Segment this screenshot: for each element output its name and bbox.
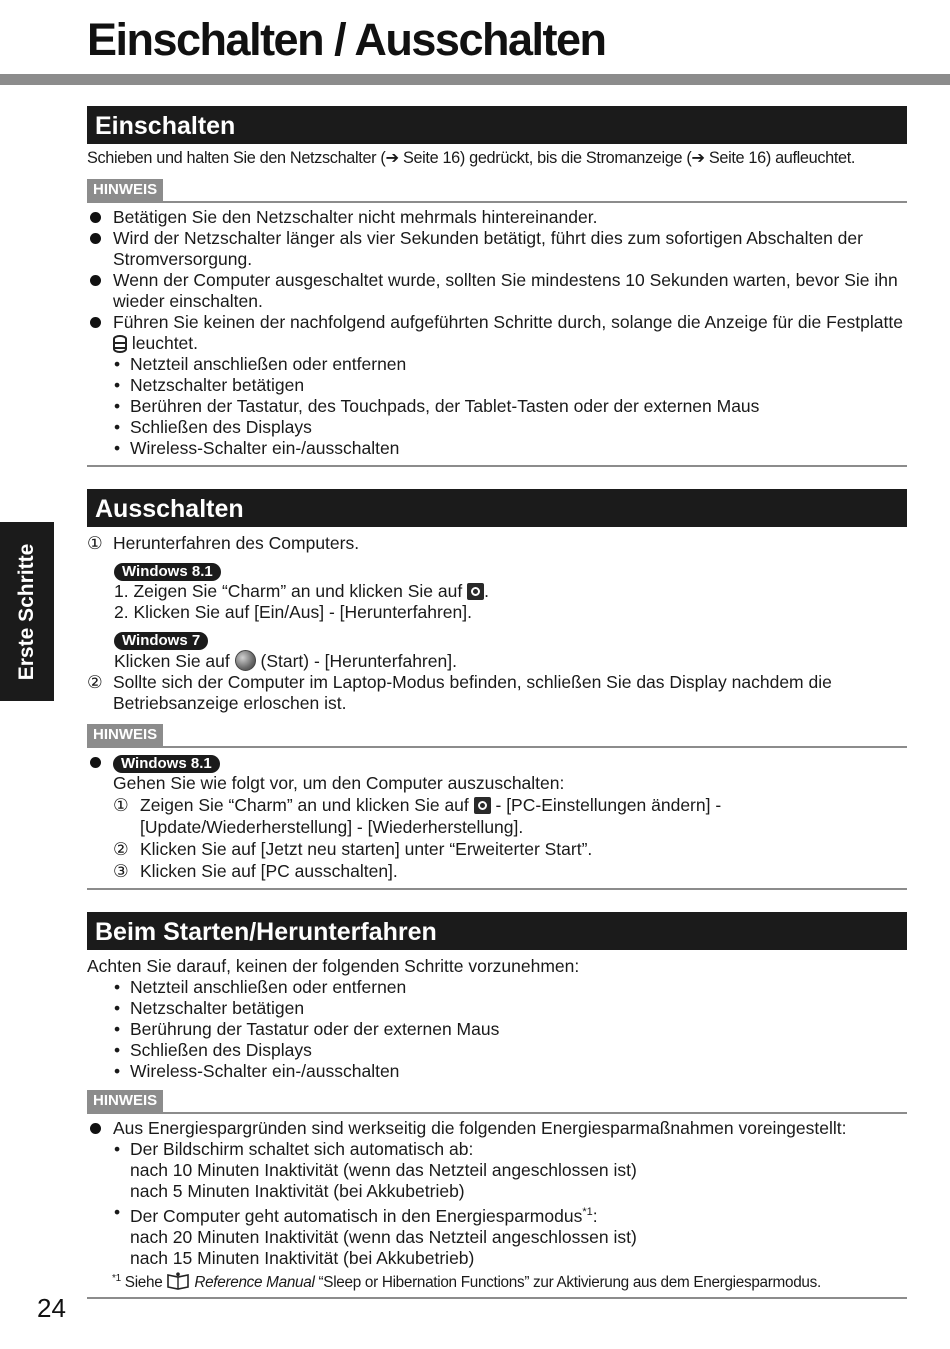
energy-settings-list bbox=[87, 1139, 907, 1269]
win81-step-2: 2. Klicken Sie auf [Ein/Aus] - [Herunterfahren]. bbox=[114, 602, 472, 622]
windows-8-1-badge: Windows 8.1 bbox=[114, 563, 221, 581]
list-item: • Wireless-Schalter ein-/ausschalten bbox=[114, 1061, 907, 1082]
step-number: ② bbox=[113, 839, 129, 859]
list-item: • Netzteil anschließen oder entfernen bbox=[114, 977, 907, 998]
section-heading-beim-starten: Beim Starten/Herunterfahren bbox=[87, 912, 907, 950]
step-number: ② bbox=[87, 672, 103, 692]
windows-start-orb-icon bbox=[235, 650, 256, 671]
step-number: ① bbox=[113, 795, 129, 815]
page-number: 24 bbox=[37, 1293, 66, 1323]
hinweis-header bbox=[87, 179, 907, 203]
page-title: Einschalten / Ausschalten bbox=[87, 14, 606, 65]
hard-disk-icon bbox=[113, 335, 127, 353]
settings-charm-icon bbox=[467, 583, 484, 600]
list-item: • Netzschalter betätigen bbox=[114, 375, 907, 396]
step-number: ① bbox=[87, 533, 103, 553]
hinweis-end-rule bbox=[87, 465, 907, 467]
hinweis-end-rule bbox=[87, 888, 907, 890]
section-heading-ausschalten: Ausschalten bbox=[87, 489, 907, 527]
list-item bbox=[114, 1139, 907, 1202]
list-item: • Schließen des Displays bbox=[114, 417, 907, 438]
hinweis-item: Wenn der Computer ausgeschaltet wurde, sollten Sie mindestens 10 Sekunden warten, bevor Sie ihn wieder einschalten. bbox=[87, 270, 907, 312]
list-item: • Netzschalter betätigen bbox=[114, 998, 907, 1019]
hinweis-text: Führen Sie keinen der nachfolgend aufgeführten Schritte durch, solange die Anzeige für die Festplatte bbox=[113, 312, 903, 332]
list-item: • Berühren der Tastatur, des Touchpads, der Tablet-Tasten oder der externen Maus bbox=[114, 396, 907, 417]
step-text: Klicken Sie auf [PC ausschalten]. bbox=[140, 861, 398, 881]
step-text: (Start) - [Herunterfahren]. bbox=[255, 651, 457, 671]
footnote-text: “Sleep or Hibernation Functions” zur Aktivierung aus dem Energiesparmodus. bbox=[314, 1273, 821, 1291]
list-item: • Berührung der Tastatur oder der externen Maus bbox=[114, 1019, 907, 1040]
step-text: . bbox=[484, 581, 489, 601]
section-heading-einschalten: Einschalten bbox=[87, 106, 907, 144]
einschalten-intro bbox=[87, 148, 907, 169]
list-item-text: Der Bildschirm schaltet sich automatisch ab: bbox=[130, 1139, 474, 1159]
hinweis-step-3 bbox=[113, 860, 907, 882]
hinweis-label: HINWEIS bbox=[87, 179, 163, 201]
list-item-text: : bbox=[592, 1205, 598, 1226]
hinweis-item: Wird der Netzschalter länger als vier Sekunden betätigt, führt dies zum sofortigen Abschalten der Stromversorgung. bbox=[87, 228, 907, 270]
step-text: 1. Zeigen Sie “Charm” an und klicken Sie auf bbox=[114, 581, 468, 601]
hinweis-intro: Gehen Sie wie folgt vor, um den Computer auszuschalten: bbox=[113, 773, 565, 793]
intro-text-c: Seite 16) aufleuchtet. bbox=[704, 149, 856, 167]
footnote-manual-title: Reference Manual bbox=[194, 1273, 315, 1291]
hinweis-item bbox=[87, 752, 907, 773]
step-text: Zeigen Sie “Charm” an und klicken Sie auf bbox=[140, 795, 474, 815]
footnote-ref: *1 bbox=[582, 1206, 593, 1218]
step-text: Klicken Sie auf [Jetzt neu starten] unter “Erweiterter Start”. bbox=[140, 839, 593, 859]
list-item bbox=[114, 1202, 907, 1269]
list-item-line: nach 5 Minuten Inaktivität (bei Akkubetrieb) bbox=[130, 1181, 465, 1201]
reference-manual-icon bbox=[166, 1272, 190, 1290]
page-content bbox=[87, 106, 907, 1299]
list-item-line: nach 15 Minuten Inaktivität (bei Akkubetrieb) bbox=[130, 1247, 475, 1268]
win7-step bbox=[87, 650, 907, 672]
arrow-right-icon: ➔ bbox=[691, 149, 705, 167]
title-rule bbox=[0, 74, 950, 85]
step-text: - [PC-Einstellungen ändern] - [Update/Wiederherstellung] - [Wiederherstellung]. bbox=[140, 795, 722, 837]
list-item: • Netzteil anschließen oder entfernen bbox=[114, 354, 907, 375]
settings-charm-icon bbox=[474, 797, 491, 814]
footnote-text: Siehe bbox=[120, 1273, 167, 1291]
hinweis-step-2 bbox=[113, 838, 907, 860]
step-1 bbox=[87, 533, 907, 554]
hinweis-list bbox=[87, 207, 907, 354]
list-item: • Wireless-Schalter ein-/ausschalten bbox=[114, 438, 907, 459]
hinweis-list bbox=[87, 1118, 907, 1139]
footnote-mark: *1 bbox=[112, 1272, 121, 1284]
hinweis-label: HINWEIS bbox=[87, 724, 163, 746]
hinweis-step-1 bbox=[113, 794, 907, 838]
hinweis-item: Aus Energiespargründen sind werkseitig die folgenden Energiesparmaßnahmen voreingestellt: bbox=[87, 1118, 907, 1139]
beim-starten-intro: Achten Sie darauf, keinen der folgenden Schritte vorzunehmen: bbox=[87, 956, 580, 976]
prohibited-steps-list bbox=[87, 354, 907, 459]
windows-7-badge: Windows 7 bbox=[114, 632, 208, 650]
hinweis-header bbox=[87, 1090, 907, 1114]
step-text: Klicken Sie auf bbox=[114, 651, 235, 671]
hinweis-end-rule bbox=[87, 1297, 907, 1299]
prohibited-steps-list bbox=[87, 977, 907, 1082]
hinweis-item bbox=[87, 312, 907, 354]
hinweis-header bbox=[87, 724, 907, 748]
arrow-right-icon: ➔ bbox=[385, 149, 399, 167]
list-item: • Schließen des Displays bbox=[114, 1040, 907, 1061]
footnote bbox=[112, 1269, 907, 1292]
list-item-line: nach 10 Minuten Inaktivität (wenn das Netzteil angeschlossen ist) bbox=[130, 1160, 637, 1180]
list-item-text: Der Computer geht automatisch in den Energiesparmodus bbox=[130, 1205, 583, 1226]
side-tab bbox=[0, 522, 54, 701]
intro-text-b: Seite 16) gedrückt, bis die Stromanzeige ( bbox=[398, 149, 692, 167]
side-tab-label: Erste Schritte bbox=[15, 543, 38, 680]
hinweis-item: Betätigen Sie den Netzschalter nicht mehrmals hintereinander. bbox=[87, 207, 907, 228]
step-2 bbox=[87, 672, 907, 714]
intro-text-a: Schieben und halten Sie den Netzschalter ( bbox=[87, 149, 386, 167]
list-item-line: nach 20 Minuten Inaktivität (wenn das Netzteil angeschlossen ist) bbox=[130, 1226, 637, 1247]
hinweis-text: leuchtet. bbox=[127, 333, 199, 353]
step-text: Herunterfahren des Computers. bbox=[113, 533, 360, 553]
windows-8-1-badge: Windows 8.1 bbox=[113, 755, 220, 773]
step-number: ③ bbox=[113, 861, 129, 881]
hinweis-label: HINWEIS bbox=[87, 1090, 163, 1112]
step-text: Sollte sich der Computer im Laptop-Modus befinden, schließen Sie das Display nachdem die Betriebsanzeige erloschen ist. bbox=[113, 672, 832, 713]
hinweis-list bbox=[87, 752, 907, 773]
win81-step-1 bbox=[87, 581, 907, 602]
